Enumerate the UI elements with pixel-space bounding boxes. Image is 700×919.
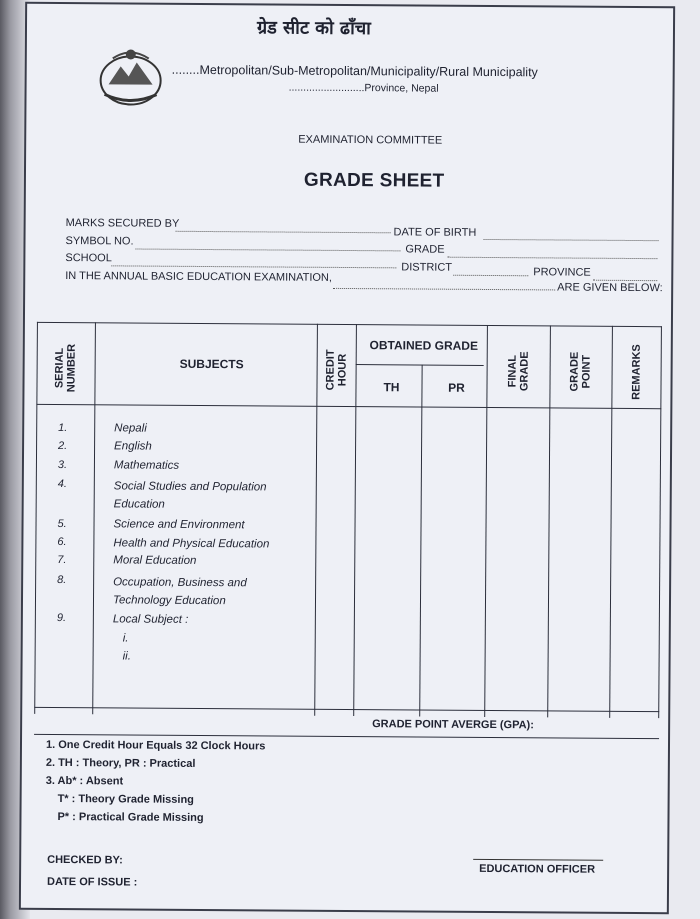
col-line — [484, 325, 488, 717]
exam-line[interactable] — [333, 288, 555, 291]
col-line — [34, 322, 38, 714]
date-of-birth-line[interactable] — [484, 239, 659, 241]
marks-secured-by-label: MARKS SECURED BY — [65, 217, 180, 230]
grade-table — [34, 322, 662, 718]
final-grade-header — [506, 341, 530, 401]
date-of-issue-label: DATE OF ISSUE : — [46, 875, 138, 889]
serial-cell: 2. — [58, 439, 68, 453]
col-line — [419, 365, 422, 717]
grade-label: GRADE — [405, 243, 445, 256]
col-line — [658, 326, 662, 718]
page-title: GRADE SHEET — [303, 169, 445, 192]
subject-cell: Occupation, Business and — [113, 576, 247, 590]
school-line[interactable] — [111, 265, 396, 268]
grade-sheet-form — [19, 2, 675, 915]
province-line: ..........................Province, Nepal — [288, 81, 439, 95]
education-officer-label: EDUCATION OFFICER — [479, 862, 596, 876]
subjects-header: SUBJECTS — [179, 356, 244, 372]
final-header-line1: FINAL — [506, 354, 519, 388]
serial-cell: 7. — [57, 553, 67, 567]
serial-cell: 3. — [57, 458, 68, 472]
symbol-no-line[interactable] — [135, 249, 400, 252]
school-label: SCHOOL — [65, 252, 112, 265]
note-item: 3. Ab* : Absent — [45, 774, 124, 788]
note-item: T* : Theory Grade Missing — [57, 792, 194, 806]
obtained-grade-divider — [356, 364, 484, 366]
committee-label: EXAMINATION COMMITTEE — [298, 133, 443, 147]
serial-cell: 6. — [57, 535, 67, 549]
subject-cell: Education — [113, 498, 165, 511]
marks-secured-by-line[interactable] — [176, 231, 391, 234]
final-header-line2: GRADE — [518, 351, 531, 392]
serial-cell: 8. — [57, 573, 67, 587]
grade-point-line2: POINT — [580, 354, 593, 389]
serial-header-line2: NUMBER — [65, 343, 78, 393]
subject-cell: Moral Education — [113, 554, 197, 567]
pr-header: PR — [448, 380, 465, 395]
subject-cell: Technology Education — [112, 594, 226, 608]
grade-line[interactable] — [447, 257, 657, 259]
subject-cell: i. — [122, 632, 129, 645]
serial-cell: 9. — [56, 611, 67, 625]
serial-header-line1: SERIAL — [53, 347, 66, 389]
remarks-header: REMARKS — [630, 344, 643, 400]
subject-cell: English — [114, 440, 152, 453]
gpa-label: GRADE POINT AVERGE (GPA): — [372, 718, 534, 732]
serial-number-header — [53, 338, 77, 398]
note-item: 2. TH : Theory, PR : Practical — [45, 756, 196, 770]
symbol-no-label: SYMBOL NO. — [65, 235, 134, 248]
grade-point-line1: GRADE — [568, 351, 581, 392]
nepal-emblem-icon — [94, 44, 166, 111]
credit-header-line2: HOUR — [336, 353, 349, 387]
subject-cell: ii. — [122, 650, 131, 663]
subject-cell: Science and Environment — [113, 518, 245, 532]
province-label: PROVINCE — [533, 266, 591, 279]
hindi-title: ग्रेड सीट को ढाँचा — [256, 17, 371, 40]
municipality-line: ........Metropolitan/Sub-Metropolitan/Municipality/Rural Municipality — [171, 62, 538, 80]
credit-header-line1: CREDIT — [324, 349, 337, 391]
note-item: 1. One Credit Hour Equals 32 Clock Hours — [45, 738, 266, 753]
obtained-grade-header: OBTAINED GRADE — [369, 338, 479, 353]
col-line — [609, 326, 613, 718]
exam-line-label: IN THE ANNUAL BASIC EDUCATION EXAMINATION, — [65, 270, 333, 284]
grade-point-header — [568, 342, 592, 402]
col-line — [92, 322, 96, 714]
th-header: TH — [383, 380, 400, 395]
subject-cell: Social Studies and Population — [113, 480, 267, 494]
table-header-divider — [36, 404, 661, 409]
given-below-label: ARE GIVEN BELOW: — [557, 281, 663, 295]
note-item: P* : Practical Grade Missing — [57, 810, 204, 825]
date-of-birth-label: DATE OF BIRTH — [393, 226, 477, 239]
table-border-bottom — [34, 707, 659, 712]
col-line — [353, 324, 357, 716]
officer-signature-line[interactable] — [473, 859, 603, 861]
district-label: DISTRICT — [401, 261, 453, 274]
subject-cell: Mathematics — [113, 459, 180, 472]
serial-cell: 1. — [58, 421, 68, 435]
notes-block — [45, 736, 265, 828]
table-border-top — [37, 322, 662, 327]
subject-cell: Nepali — [114, 422, 147, 435]
col-line — [547, 325, 551, 717]
district-line[interactable] — [453, 275, 528, 277]
serial-cell: 5. — [57, 517, 67, 531]
subject-cell: Health and Physical Education — [113, 537, 270, 551]
credit-hour-header — [324, 341, 348, 399]
checked-by-label: CHECKED BY: — [47, 853, 123, 867]
subject-cell: Local Subject : — [112, 613, 189, 626]
serial-cell: 4. — [57, 477, 68, 491]
col-line — [314, 324, 318, 716]
